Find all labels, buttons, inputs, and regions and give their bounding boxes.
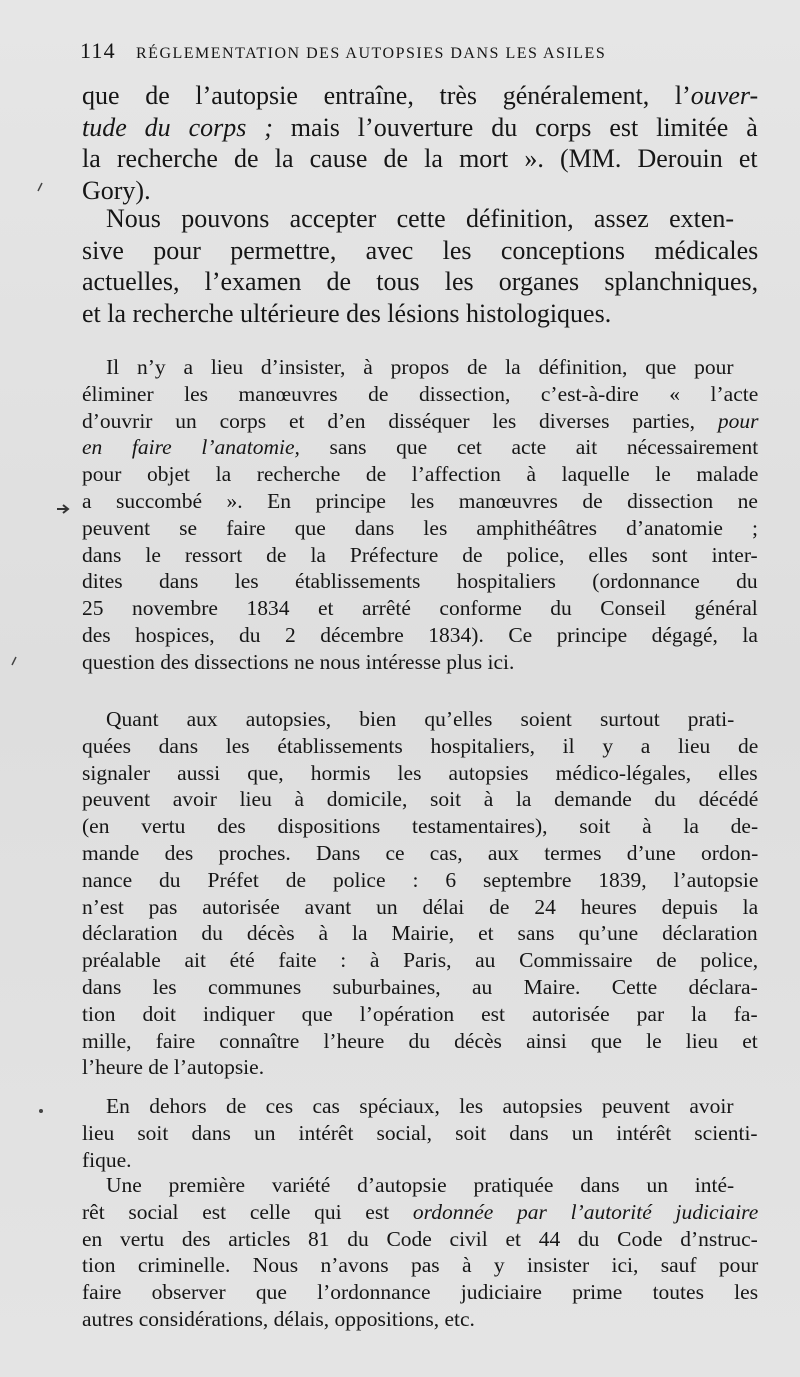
text-line: mille, faire connaître l’heure du décès ainsi que le lieu et bbox=[82, 1028, 758, 1053]
text-line: dans les communes suburbaines, au Maire. Cette déclara- bbox=[82, 974, 758, 999]
margin-dot-icon bbox=[38, 1108, 44, 1114]
text-line: d’ouvrir un corps et d’en disséquer les diverses parties, pour bbox=[82, 408, 759, 433]
text-line: (en vertu des dispositions testamentaires), soit à la de- bbox=[82, 814, 759, 839]
text-line: nance du Préfet de police : 6 septembre 1839, l’autopsie bbox=[82, 867, 759, 892]
text-line: Nous pouvons accepter cette définition, assez exten- bbox=[106, 204, 735, 233]
paragraph-5 bbox=[82, 1093, 758, 1173]
text-line: en vertu des articles 81 du Code civil et 44 du Code d’nstruc- bbox=[82, 1226, 758, 1251]
margin-tick-icon bbox=[10, 656, 18, 666]
text-line: lieu soit dans un intérêt social, soit dans un intérêt scienti- bbox=[82, 1120, 758, 1145]
text-line: Une première variété d’autopsie pratiquée dans un inté- bbox=[106, 1173, 735, 1197]
text-line: a succombé ». En principe les manœuvres de dissection ne bbox=[82, 488, 758, 513]
paragraph-4 bbox=[82, 706, 758, 1081]
text-line: Gory). bbox=[82, 175, 151, 205]
text-line: dans le ressort de la Préfecture de police, elles sont inter- bbox=[82, 542, 758, 567]
text-line: quées dans les établissements hospitaliers, il y a lieu de bbox=[82, 733, 759, 758]
margin-arrow-icon bbox=[56, 503, 72, 515]
text-line: dites dans les établissements hospitaliers (ordonnance du bbox=[82, 569, 758, 594]
text-line: déclaration du décès à la Mairie, et sans qu’une déclaration bbox=[82, 921, 758, 946]
text-line: faire observer que l’ordonnance judiciaire prime toutes les bbox=[82, 1280, 759, 1305]
text-line: pour objet la recherche de l’affection à laquelle le malade bbox=[82, 462, 759, 487]
text-line: question des dissections ne nous intéresse plus ici. bbox=[82, 649, 515, 674]
text-line: peuvent avoir lieu à domicile, soit à la demande du décédé bbox=[82, 787, 759, 812]
running-header bbox=[80, 38, 740, 64]
text-line: l’heure de l’autopsie. bbox=[82, 1055, 265, 1080]
text-line: peuvent se faire que dans les amphithéâtres d’anatomie ; bbox=[82, 515, 758, 540]
text-line: Il n’y a lieu d’insister, à propos de la définition, que pour bbox=[106, 355, 734, 379]
text-line: préalable ait été faite : à Paris, au Commissaire de police, bbox=[82, 948, 759, 973]
paragraph-2 bbox=[82, 203, 758, 329]
text-line: que de l’autopsie entraîne, très généralement, l’ouver- bbox=[82, 81, 759, 110]
text-line: tion criminelle. Nous n’avons pas à y insister ici, sauf pour bbox=[82, 1253, 759, 1278]
text-line: actuelles, l’examen de tous les organes splanchniques, bbox=[82, 267, 759, 296]
text-line: fique. bbox=[82, 1147, 132, 1172]
text-line: sive pour permettre, avec les conceptions médicales bbox=[82, 235, 759, 265]
text-line: des hospices, du 2 décembre 1834). Ce principe dégagé, la bbox=[82, 622, 758, 647]
text-line: 25 novembre 1834 et arrêté conforme du Conseil général bbox=[82, 596, 758, 621]
running-title: RÉGLEMENTATION DES AUTOPSIES DANS LES ASILES bbox=[136, 45, 607, 62]
text-line: mande des proches. Dans ce cas, aux termes d’une ordon- bbox=[82, 840, 759, 865]
text-line: En dehors de ces cas spéciaux, les autopsies peuvent avoir bbox=[106, 1094, 734, 1118]
paragraph-3 bbox=[82, 354, 758, 676]
text-line: autres considérations, délais, oppositions, etc. bbox=[82, 1306, 475, 1331]
text-line: rêt social est celle qui est ordonnée par l’autorité judiciaire bbox=[82, 1199, 759, 1224]
text-line: en faire l’anatomie, sans que cet acte ait nécessairement bbox=[82, 435, 759, 460]
page-number: 114 bbox=[80, 38, 116, 63]
paragraph-1 bbox=[82, 80, 758, 206]
text-line: tion doit indiquer que l’opération est autorisée par la fa- bbox=[82, 1001, 758, 1026]
text-line: signaler aussi que, hormis les autopsies médico-légales, elles bbox=[82, 760, 758, 785]
text-line: Quant aux autopsies, bien qu’elles soient surtout prati- bbox=[106, 707, 735, 731]
text-line: n’est pas autorisée avant un délai de 24 heures depuis la bbox=[82, 894, 759, 919]
text-line: et la recherche ultérieure des lésions histologiques. bbox=[82, 298, 612, 328]
paragraph-6 bbox=[82, 1172, 758, 1333]
text-line: la recherche de la cause de la mort ». (MM. Derouin et bbox=[82, 144, 758, 173]
text-line: tude du corps ; mais l’ouverture du corps est limitée à bbox=[82, 112, 758, 142]
text-line: éliminer les manœuvres de dissection, c’est-à-dire « l’acte bbox=[82, 381, 759, 406]
margin-tick-icon bbox=[36, 182, 44, 192]
